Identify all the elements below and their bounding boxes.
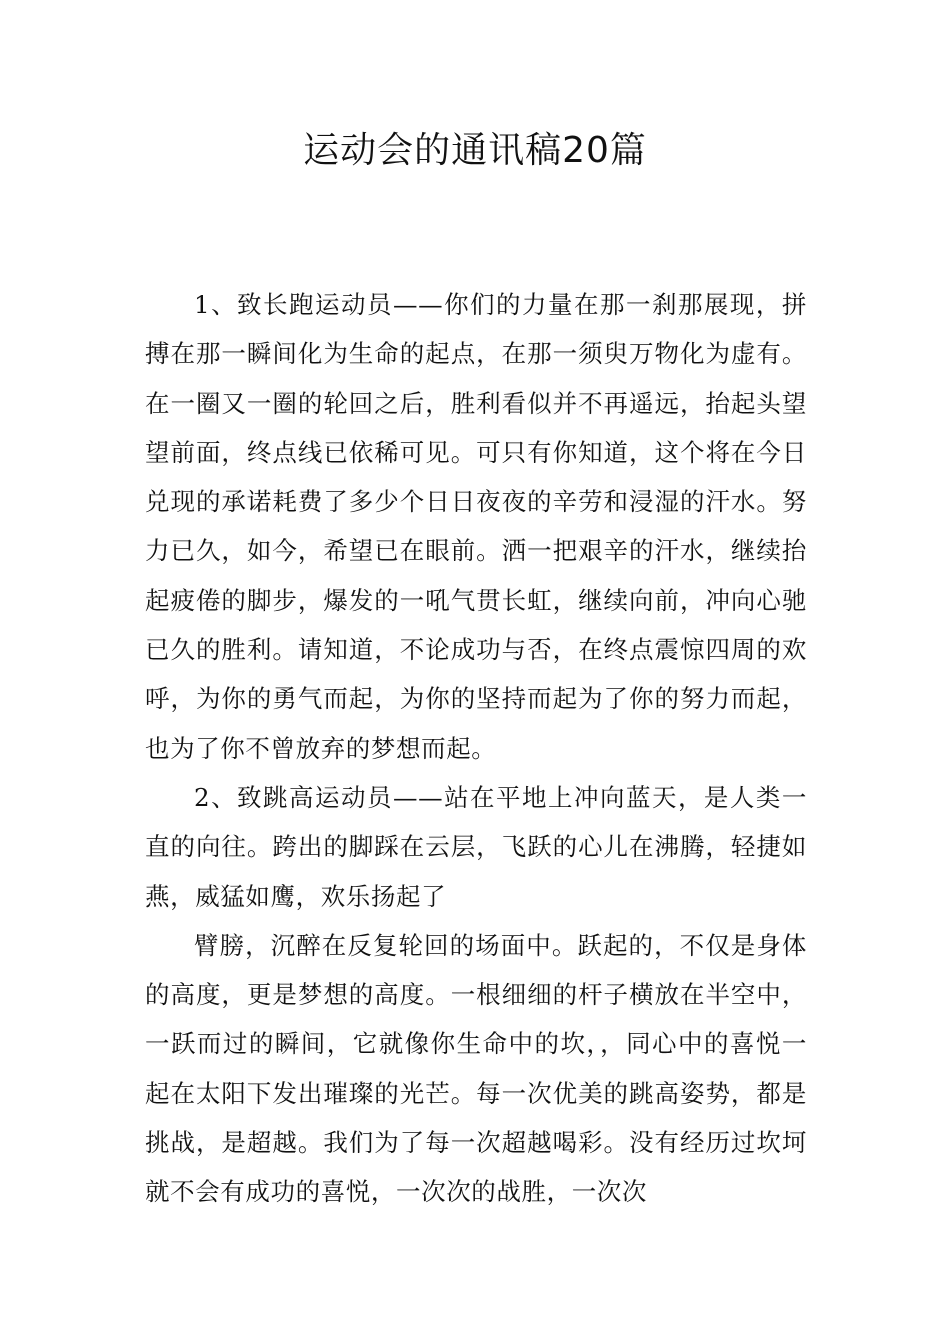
document-title: 运动会的通讯稿20篇 [303,130,647,171]
paragraph-1: 1、致长跑运动员——你们的力量在那一刹那展现，拼搏在那一瞬间化为生命的起点，在那一须臾万物化为虚有。在一圈又一圈的轮回之后，胜利看似并不再遥远，抬起头望望前面，终点线已依稀可见。可只有你知道，这个将在今日兑现的承诺耗费了多少个日日夜夜的辛劳和浸湿的汗水。努力已久，如今，希望已在眼前。洒一把艰辛的汗水，继续抬起疲倦的脚步，爆发的一吼气贯长虹，继续向前，冲向心驰已久的胜利。请知道，不论成功与否，在终点震惊四周的欢呼，为你的勇气而起，为你的坚持而起为了你的努力而起，也为了你不曾放弃的梦想而起。 [145,290,807,763]
paragraph-2: 2、致跳高运动员——站在平地上冲向蓝天，是人类一直的向往。跨出的脚踩在云层，飞跃的心儿在沸腾，轻捷如燕，威猛如鹰，欢乐扬起了 [145,782,807,911]
document-body [145,280,807,1217]
paragraph-3: 臂膀，沉醉在反复轮回的场面中。跃起的，不仅是身体的高度，更是梦想的高度。一根细细的杆子横放在半空中，一跃而过的瞬间，它就像你生命中的坎，，同心中的喜悦一起在太阳下发出璀璨的光芒。每一次优美的跳高姿势，都是挑战，是超越。我们为了每一次超越喝彩。没有经历过坎坷就不会有成功的喜悦，一次次的战胜，一次次 [145,930,807,1207]
